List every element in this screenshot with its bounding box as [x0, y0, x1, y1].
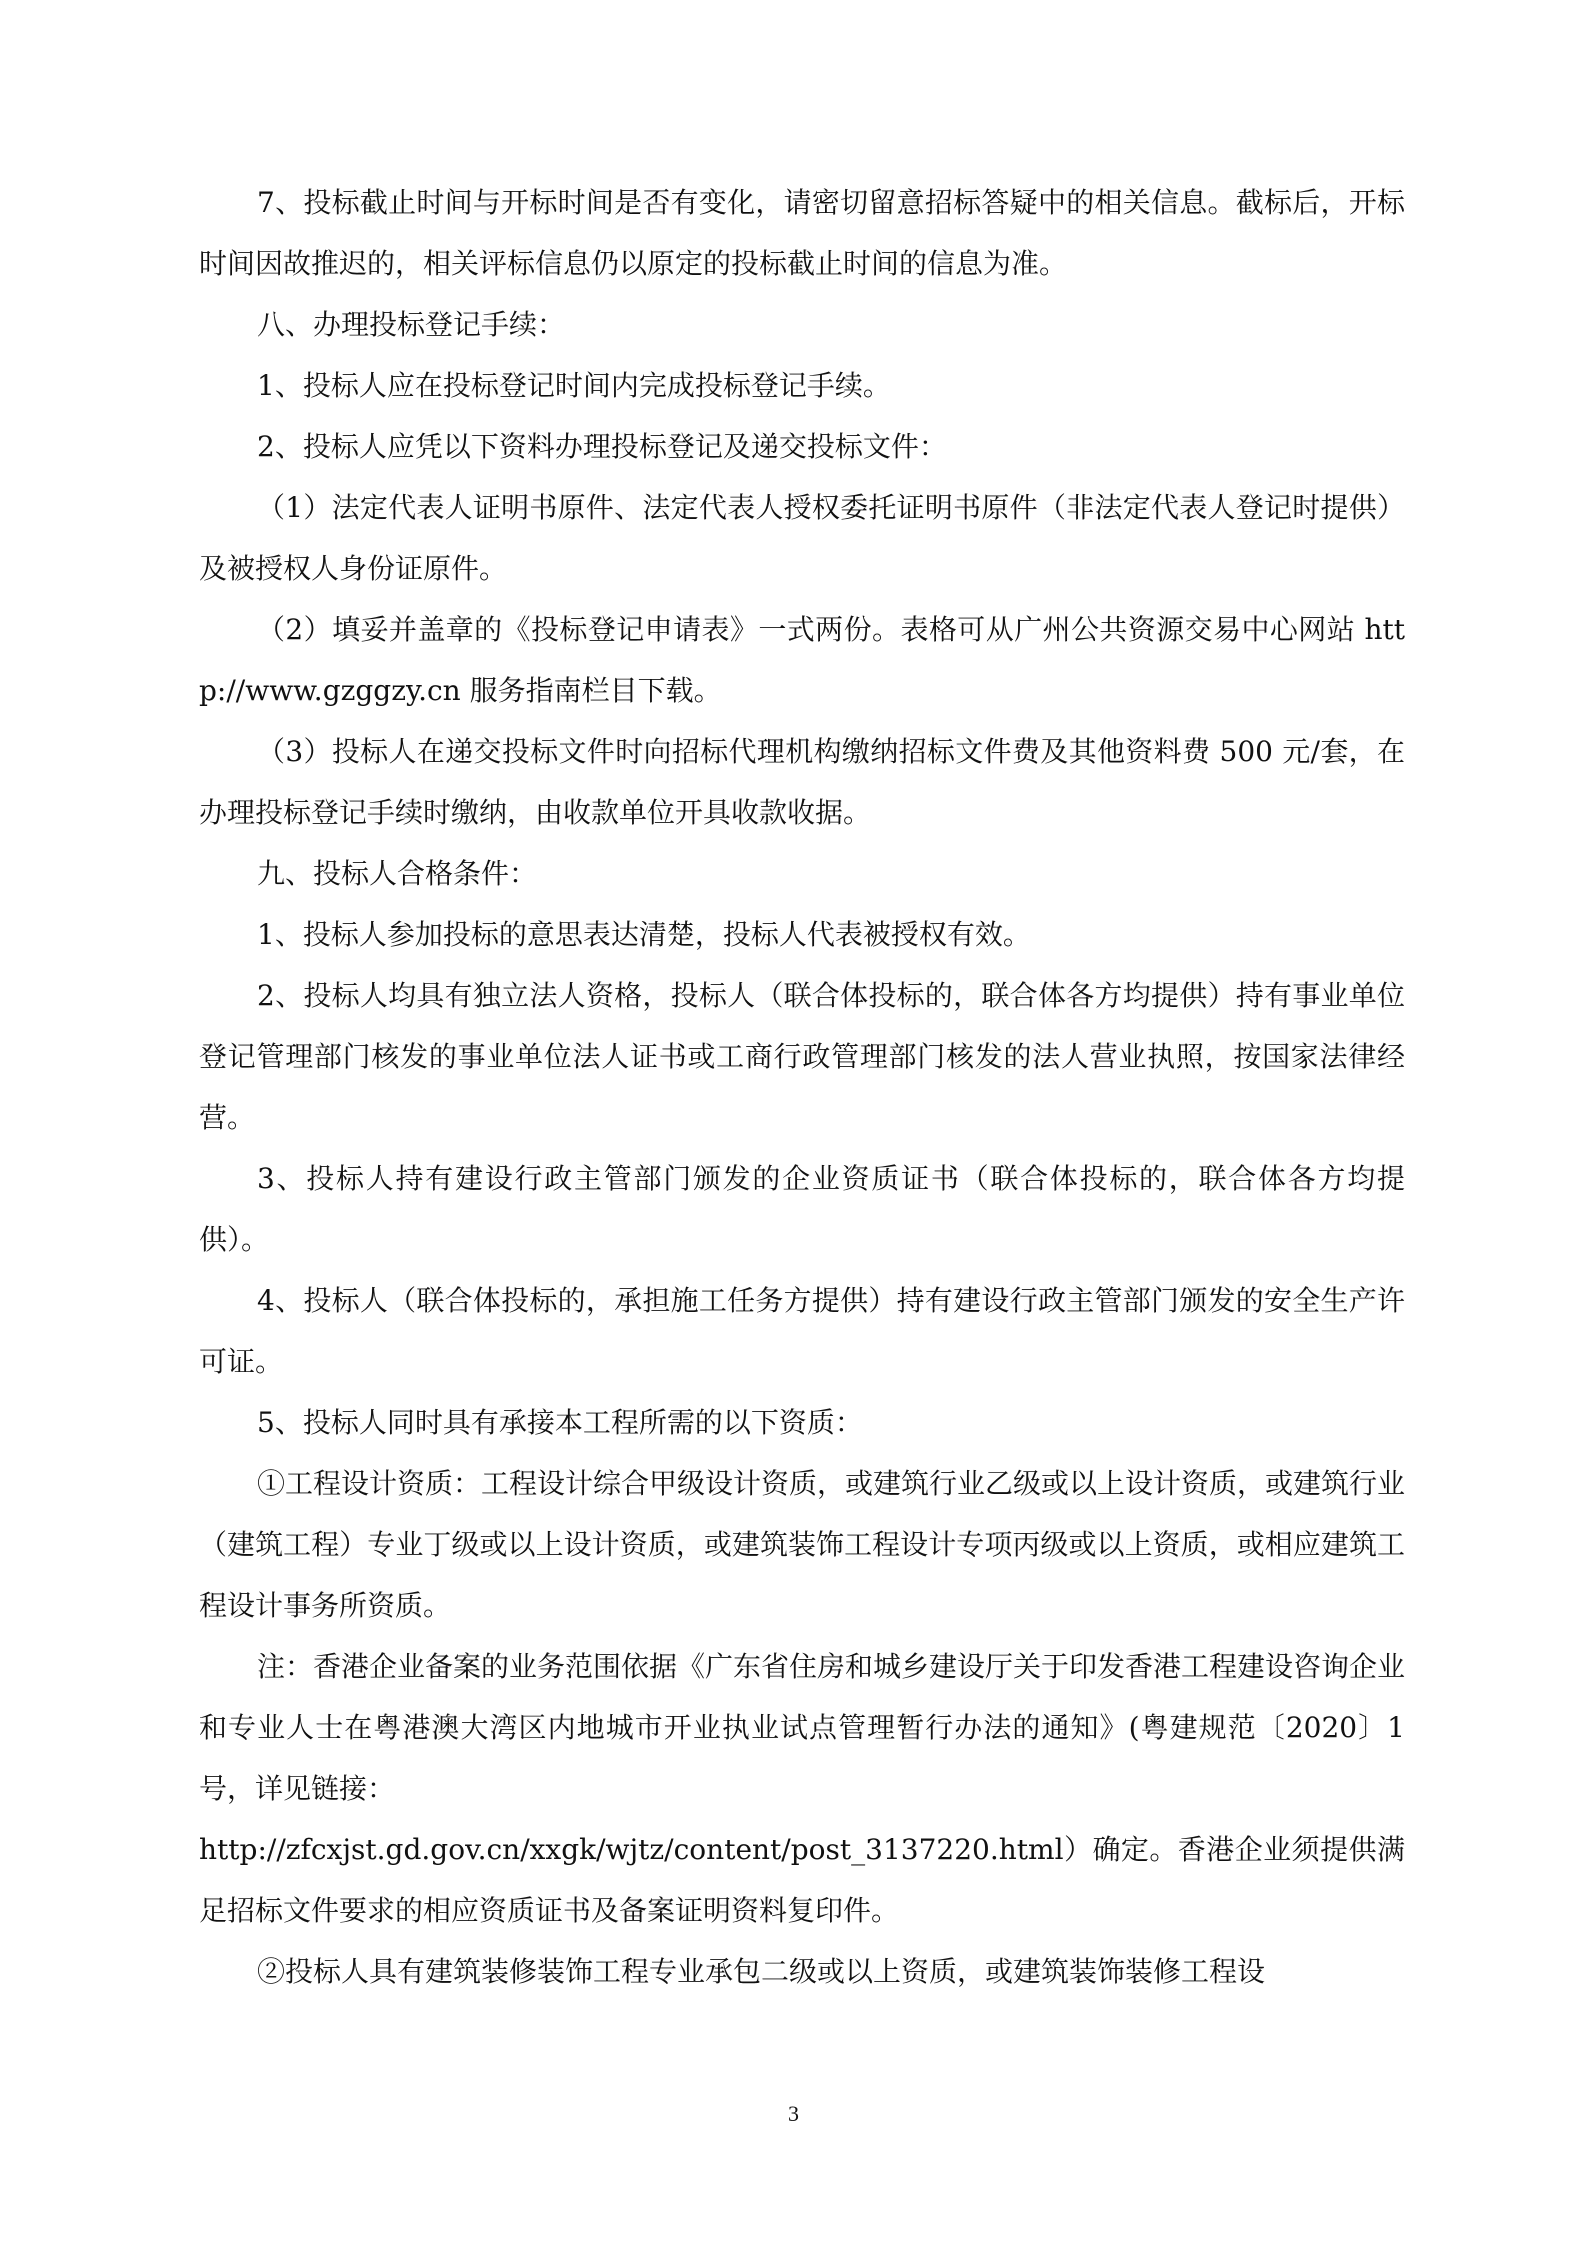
- section-heading-registration: 八、办理投标登记手续：: [257, 308, 566, 341]
- paragraph-registration-time: 1、投标人应在投标登记时间内完成投标登记手续。: [257, 369, 891, 402]
- section-heading-qualifications: 九、投标人合格条件：: [257, 857, 538, 890]
- paragraph-registration-form: （2）填妥并盖章的《投标登记申请表》一式两份。表格可从广州公共资源交易中心网站 http://www.gzggzy.cn 服务指南栏目下载。: [199, 613, 1405, 707]
- paragraph-qualification-1: 1、投标人参加投标的意思表达清楚，投标人代表被授权有效。: [257, 918, 1031, 951]
- paragraph-hong-kong-link: http://zfcxjst.gd.gov.cn/xxgk/wjtz/content/post_3137220.html）确定。香港企业须提供满足招标文件要求的相应资质证书及备案证明资料复印件。: [199, 1833, 1405, 1927]
- paragraph-bid-deadline-note: 7、投标截止时间与开标时间是否有变化，请密切留意招标答疑中的相关信息。截标后，开标时间因故推迟的，相关评标信息仍以原定的投标截止时间的信息为准。: [199, 186, 1405, 280]
- paragraph-document-fee: （3）投标人在递交投标文件时向招标代理机构缴纳招标文件费及其他资料费 500 元/套，在办理投标登记手续时缴纳，由收款单位开具收款收据。: [199, 735, 1405, 829]
- paragraph-design-qualification: ①工程设计资质：工程设计综合甲级设计资质，或建筑行业乙级或以上设计资质，或建筑行业（建筑工程）专业丁级或以上设计资质，或建筑装饰工程设计专项丙级或以上资质，或相应建筑工程设计事务所资质。: [199, 1467, 1406, 1622]
- paragraph-registration-materials: 2、投标人应凭以下资料办理投标登记及递交投标文件：: [257, 430, 947, 463]
- page-number: 3: [788, 2101, 799, 2126]
- paragraph-qualification-5: 5、投标人同时具有承接本工程所需的以下资质：: [257, 1406, 863, 1439]
- document-body: [199, 172, 1405, 2002]
- paragraph-hong-kong-note: 注：香港企业备案的业务范围依据《广东省住房和城乡建设厅关于印发香港工程建设咨询企业和专业人士在粤港澳大湾区内地城市开业执业试点管理暂行办法的通知》(粤建规范〔2020〕1 号，详见链接：: [199, 1650, 1406, 1805]
- paragraph-legal-rep-certificate: （1）法定代表人证明书原件、法定代表人授权委托证明书原件（非法定代表人登记时提供）及被授权人身份证原件。: [199, 491, 1405, 585]
- paragraph-qualification-3: 3、投标人持有建设行政主管部门颁发的企业资质证书（联合体投标的，联合体各方均提供）。: [199, 1162, 1405, 1256]
- paragraph-decoration-qualification: ②投标人具有建筑装修装饰工程专业承包二级或以上资质，或建筑装饰装修工程设: [257, 1955, 1266, 1988]
- paragraph-qualification-4: 4、投标人（联合体投标的，承担施工任务方提供）持有建设行政主管部门颁发的安全生产许可证。: [199, 1284, 1405, 1378]
- paragraph-qualification-2: 2、投标人均具有独立法人资格，投标人（联合体投标的，联合体各方均提供）持有事业单位登记管理部门核发的事业单位法人证书或工商行政管理部门核发的法人营业执照，按国家法律经营。: [199, 979, 1405, 1134]
